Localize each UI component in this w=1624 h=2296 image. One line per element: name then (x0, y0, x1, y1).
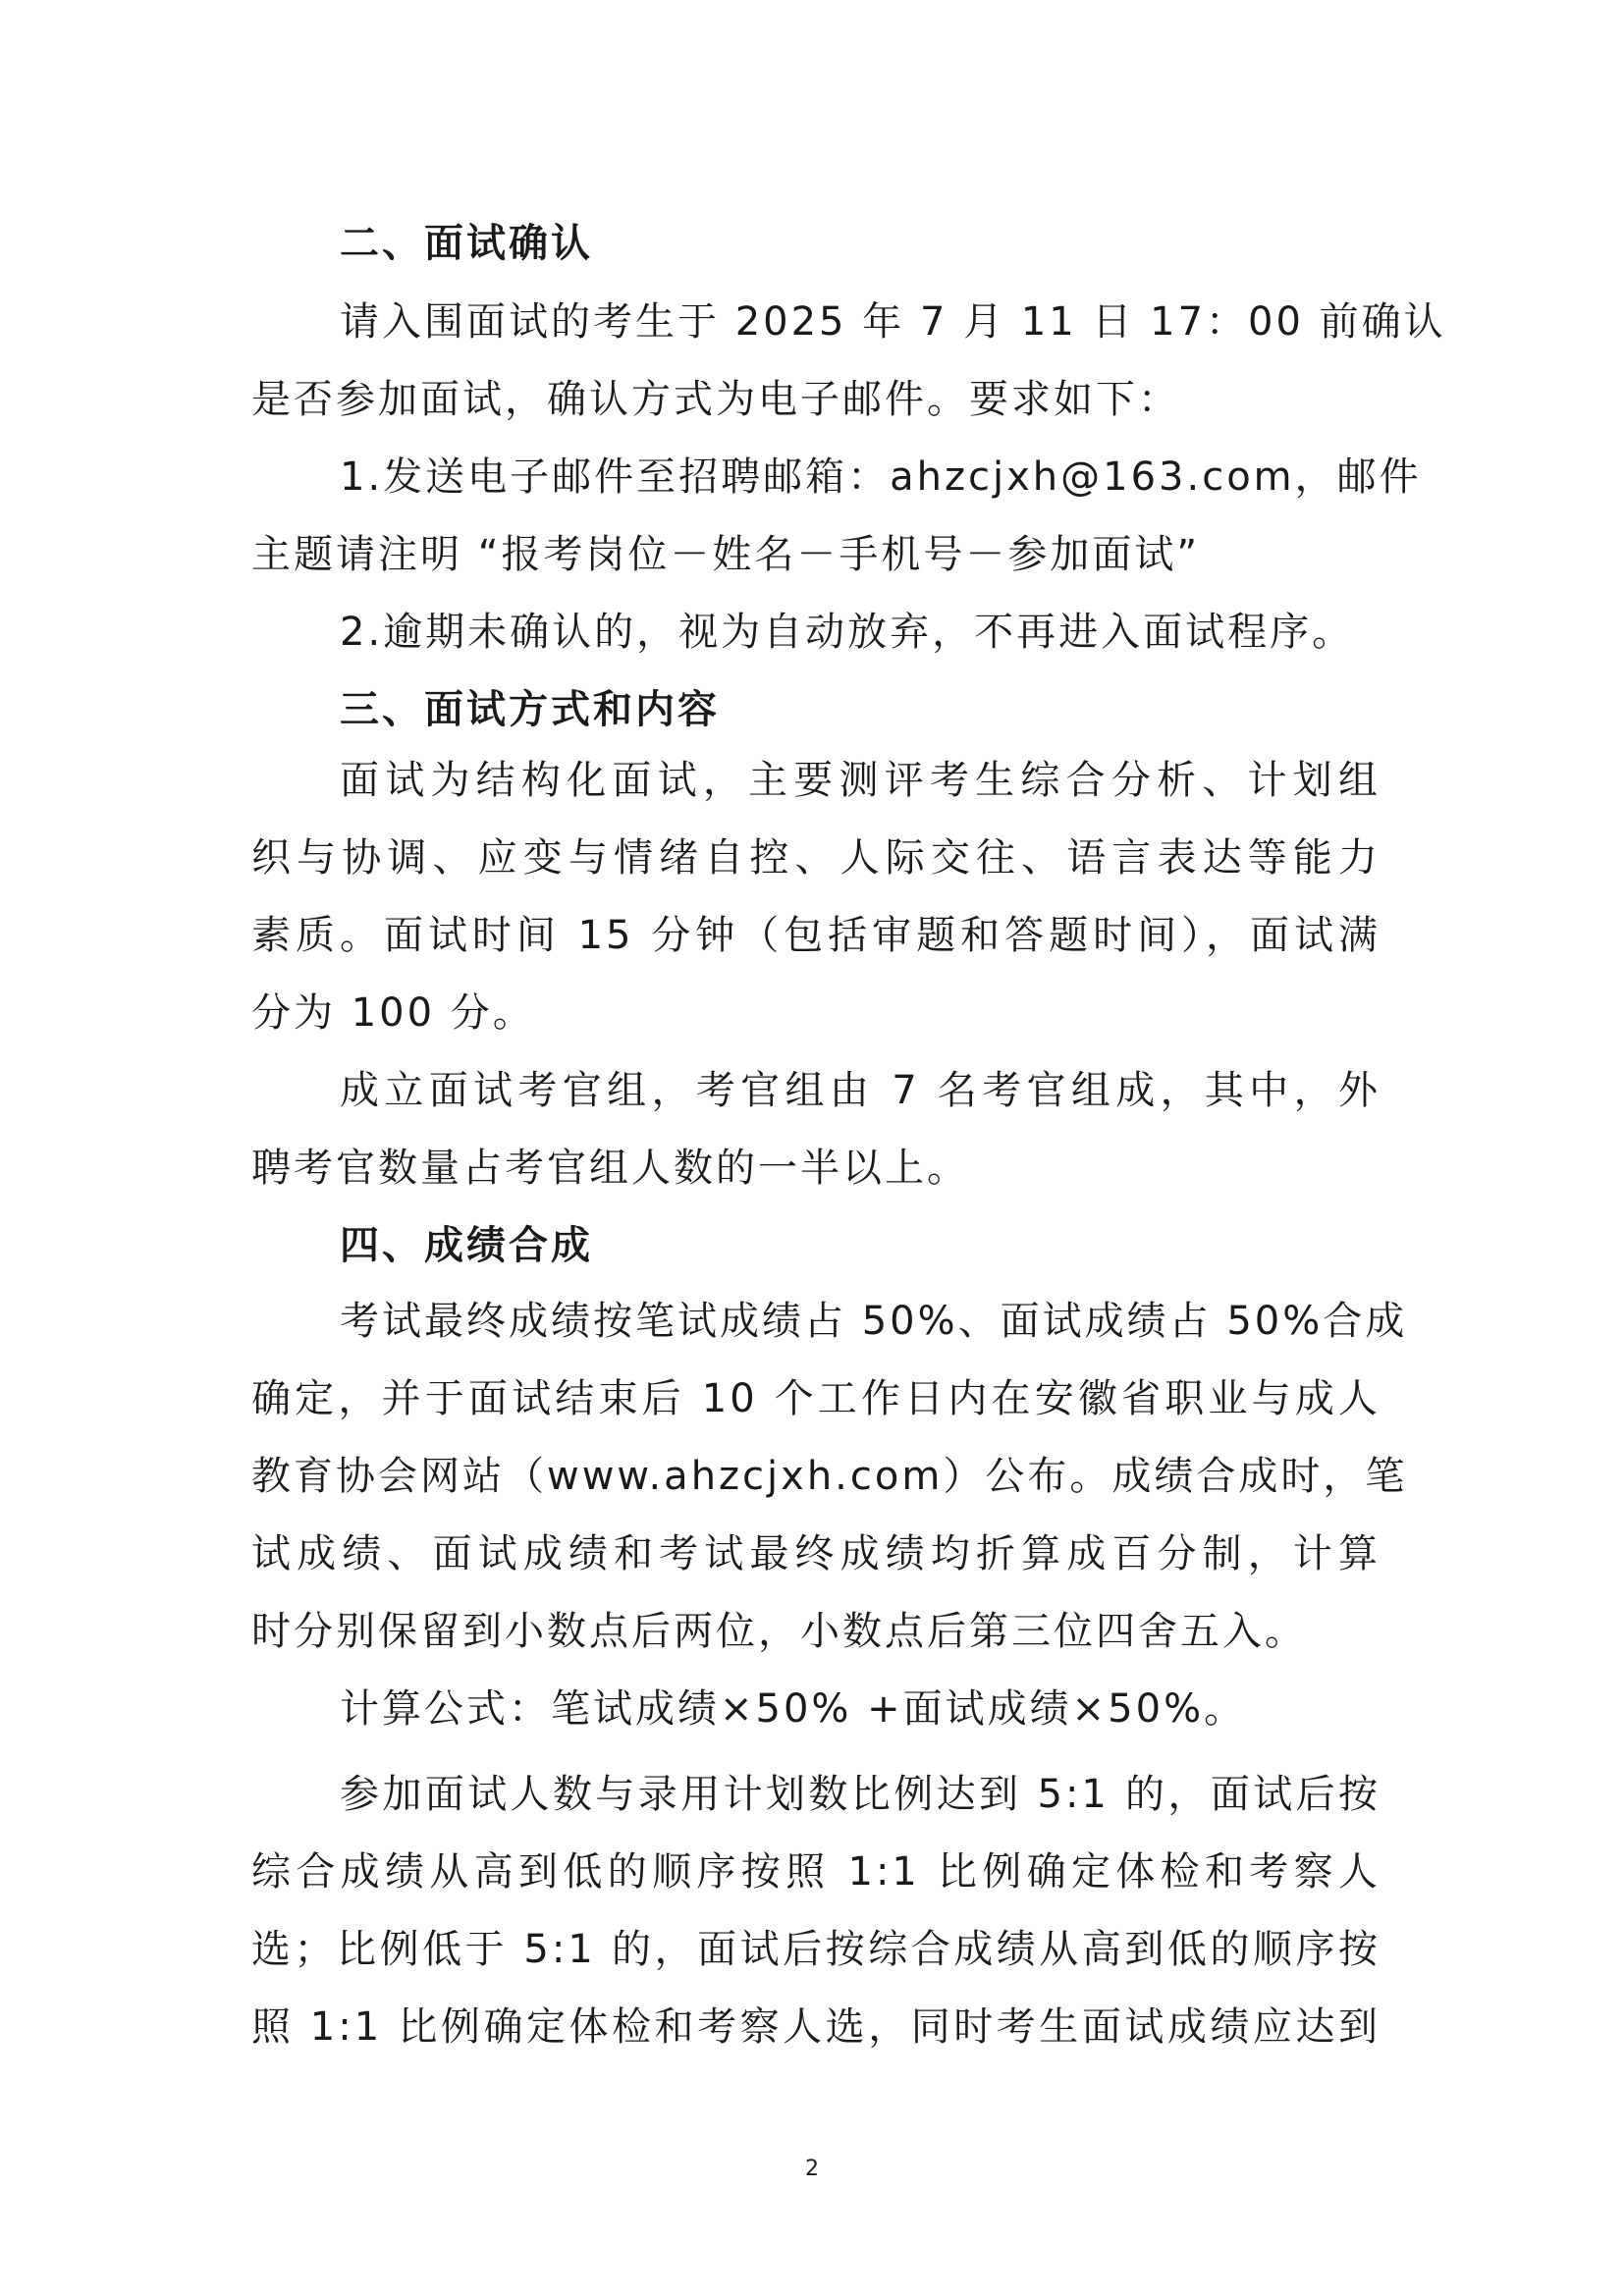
paragraph-line: 成立面试考官组，考官组由 7 名考官组成，其中，外 (340, 1068, 1380, 1113)
paragraph-line: 选；比例低于 5:1 的，面试后按综合成绩从高到低的顺序按 (251, 1927, 1380, 1972)
paragraph-line: 综合成绩从高到低的顺序按照 1:1 比例确定体检和考察人 (251, 1849, 1380, 1895)
paragraph-line: 是否参加面试，确认方式为电子邮件。要求如下： (251, 377, 1180, 422)
paragraph-line: 主题请注明 “报考岗位－姓名－手机号－参加面试” (251, 532, 1201, 577)
paragraph-line: 参加面试人数与录用计划数比例达到 5:1 的，面试后按 (340, 1772, 1380, 1817)
page-number: 2 (805, 2157, 819, 2181)
paragraph-line: 面试为结构化面试，主要测评考生综合分析、计划组 (340, 758, 1380, 803)
paragraph-line: 聘考官数量占考官组人数的一半以上。 (251, 1146, 969, 1191)
paragraph-line: 2.逾期未确认的，视为自动放弃，不再进入面试程序。 (340, 610, 1355, 655)
section-heading-interview-format: 三、面试方式和内容 (340, 687, 720, 732)
paragraph-line: 照 1:1 比例确定体检和考察人选，同时考生面试成绩应达到 (251, 2004, 1380, 2050)
paragraph-line: 考试最终成绩按笔试成绩占 50%、面试成绩占 50%合成 (340, 1299, 1408, 1344)
section-heading-interview-confirmation: 二、面试确认 (340, 221, 593, 266)
paragraph-line: 教育协会网站（www.ahzcjxh.com）公布。成绩合成时，笔 (251, 1454, 1408, 1499)
paragraph-line: 请入围面试的考生于 2025 年 7 月 11 日 17：00 前确认 (340, 299, 1446, 345)
section-heading-score-calculation: 四、成绩合成 (340, 1223, 593, 1268)
paragraph-line: 素质。面试时间 15 分钟（包括审题和答题时间），面试满 (251, 913, 1380, 958)
paragraph-line: 时分别保留到小数点后两位，小数点后第三位四舍五入。 (251, 1609, 1307, 1654)
paragraph-line: 确定，并于面试结束后 10 个工作日内在安徽省职业与成人 (251, 1376, 1380, 1421)
paragraph-line: 1.发送电子邮件至招聘邮箱：ahzcjxh@163.com，邮件 (340, 454, 1422, 500)
formula-line: 计算公式：笔试成绩×50% +面试成绩×50%。 (340, 1686, 1247, 1732)
paragraph-line: 织与协调、应变与情绪自控、人际交往、语言表达等能力 (251, 835, 1380, 881)
paragraph-line: 分为 100 分。 (251, 990, 535, 1036)
paragraph-line: 试成绩、面试成绩和考试最终成绩均折算成百分制，计算 (251, 1531, 1380, 1576)
